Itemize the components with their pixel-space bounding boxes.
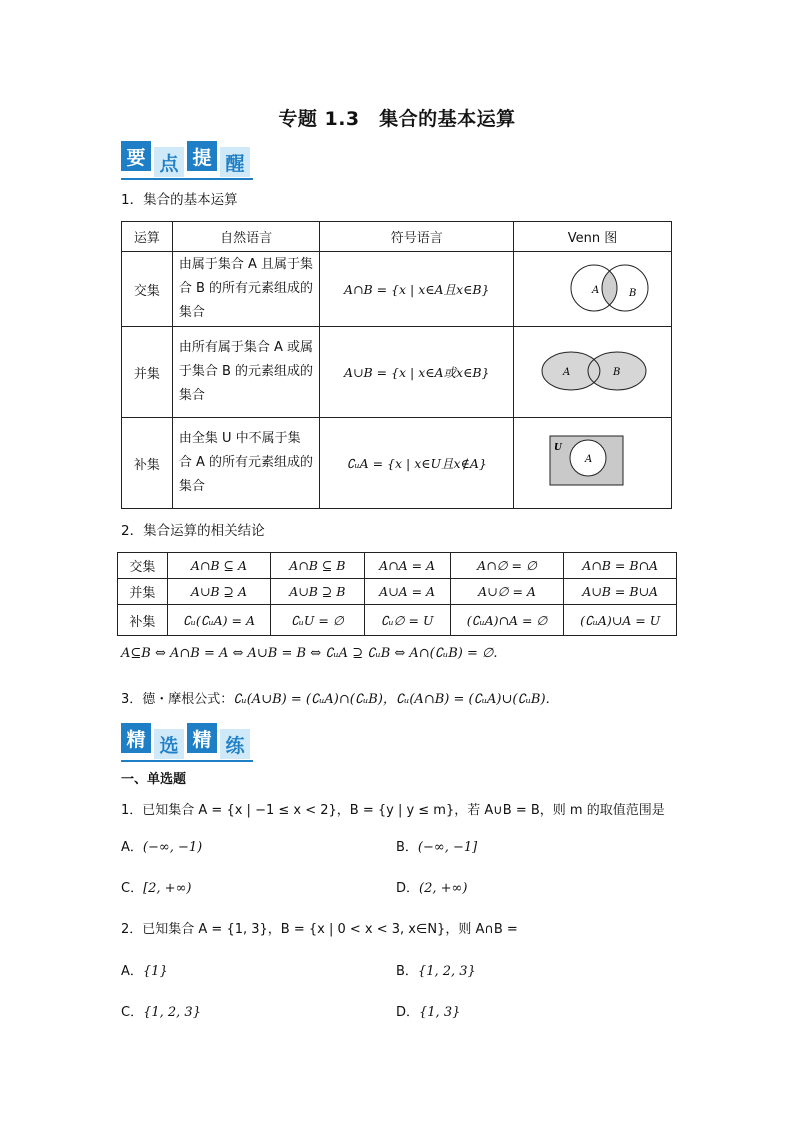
cell: A∪B ⊇ A (167, 579, 270, 605)
section2-heading: 2．集合运算的相关结论 (121, 523, 265, 539)
row-label: 交集 (118, 553, 168, 579)
cell: A∩B ⊆ B (271, 553, 364, 579)
cell: ∁ᵤ(∁ᵤA) = A (167, 605, 270, 636)
section1-heading: 1．集合的基本运算 (121, 192, 238, 208)
badge-char: 要 (121, 141, 151, 171)
venn-union (513, 327, 671, 418)
badge-char: 练 (220, 729, 250, 759)
table-row (118, 579, 677, 605)
venn-label-b: B (629, 288, 637, 299)
venn-label-u: U (554, 443, 563, 453)
desc-complement: 由全集 U 中不属于集合 A 的所有元素组成的集合 (172, 418, 320, 509)
row-label: 补集 (118, 605, 168, 636)
venn-intersection-diagram (514, 252, 670, 322)
formula-complement: ∁ᵤA = {x | x∈U且x∉A} (320, 418, 514, 509)
venn-label-b: B (613, 367, 621, 378)
question-1-option-a[interactable]: A．(−∞, −1) (121, 840, 203, 855)
question-2-option-a[interactable]: A．{1} (121, 964, 168, 979)
venn-intersection (513, 252, 671, 327)
table-header-row (122, 222, 672, 252)
venn-label-a: A (563, 367, 571, 378)
cell: ∁ᵤU = ∅ (271, 605, 364, 636)
formula-union: A∪B = {x | x∈A或x∈B} (320, 327, 514, 418)
header-symbol: 符号语言 (320, 222, 514, 252)
question-2-option-d[interactable]: D．{1, 3} (396, 1005, 461, 1020)
badge-char: 醒 (220, 147, 250, 177)
op-complement: 补集 (122, 418, 173, 509)
cell: A∩A = A (364, 553, 450, 579)
venn-label-a: A (592, 285, 600, 296)
cell: A∩∅ = ∅ (450, 553, 564, 579)
question-2-stem: 2．已知集合 A = {1, 3}，B = {x | 0 < x < 3, x∈N}，则 A∩B = (121, 922, 518, 937)
cell: A∩B = B∩A (564, 553, 677, 579)
header-op: 运算 (122, 222, 173, 252)
desc-intersection: 由属于集合 A 且属于集合 B 的所有元素组成的集合 (172, 252, 320, 327)
venn-complement-diagram (514, 418, 670, 504)
venn-complement (513, 418, 671, 509)
de-morgan-line (121, 688, 559, 707)
cell: A∩B ⊆ A (167, 553, 270, 579)
page-title: 专题 1.3 集合的基本运算 (278, 108, 516, 130)
question-1-option-c[interactable]: C．[2, +∞) (121, 881, 192, 896)
question-1-option-d[interactable]: D．(2, +∞) (396, 881, 468, 896)
cell: A∪B ⊇ B (271, 579, 364, 605)
venn-label-a: A (585, 454, 593, 465)
op-intersection: 交集 (122, 252, 173, 327)
desc-union: 由所有属于集合 A 或属于集合 B 的元素组成的集合 (172, 327, 320, 418)
badge-char: 提 (187, 141, 217, 171)
question-1-option-b[interactable]: B．(−∞, −1] (396, 840, 478, 855)
badge-char: 点 (154, 147, 184, 177)
table-row (122, 418, 672, 509)
row-label: 并集 (118, 579, 168, 605)
operations-table (121, 221, 672, 509)
conclusions-table (117, 552, 677, 636)
section-badge-key-points (121, 141, 253, 177)
section-badge-practice (121, 723, 253, 759)
de-morgan-label: 3．德・摩根公式： (121, 692, 234, 707)
badge-char: 精 (187, 723, 217, 753)
header-venn: Venn 图 (513, 222, 671, 252)
question-1-stem: 1．已知集合 A = {x | −1 ≤ x < 2}，B = {y | y ≤ m}，若 A∪B = B，则 m 的取值范围是 (121, 803, 665, 818)
table-row (122, 327, 672, 418)
part-heading: 一、单选题 (121, 772, 187, 787)
badge-char: 选 (154, 729, 184, 759)
cell: (∁ᵤA)∪A = U (564, 605, 677, 636)
question-2-option-b[interactable]: B．{1, 2, 3} (396, 964, 476, 979)
badge-char: 精 (121, 723, 151, 753)
op-union: 并集 (122, 327, 173, 418)
table-row (118, 605, 677, 636)
cell: A∪A = A (364, 579, 450, 605)
venn-union-diagram (514, 327, 670, 413)
formula-intersection: A∩B = {x | x∈A且x∈B} (320, 252, 514, 327)
table-row (118, 553, 677, 579)
header-natural: 自然语言 (172, 222, 320, 252)
table-row (122, 252, 672, 327)
badge-underline (121, 178, 253, 180)
equivalence-chain: A⊆B ⇔ A∩B = A ⇔ A∪B = B ⇔ ∁ᵤA ⊇ ∁ᵤB ⇔ A∩(∁ᵤB) = ∅. (121, 646, 498, 661)
cell: (∁ᵤA)∩A = ∅ (450, 605, 564, 636)
de-morgan-formula: ∁ᵤ(A∪B) = (∁ᵤA)∩(∁ᵤB)，∁ᵤ(A∩B) = (∁ᵤA)∪(∁ᵤB)． (233, 692, 559, 707)
cell: A∪∅ = A (450, 579, 564, 605)
question-2-option-c[interactable]: C．{1, 2, 3} (121, 1005, 201, 1020)
badge-underline (121, 760, 253, 762)
cell: ∁ᵤ∅ = U (364, 605, 450, 636)
cell: A∪B = B∪A (564, 579, 677, 605)
